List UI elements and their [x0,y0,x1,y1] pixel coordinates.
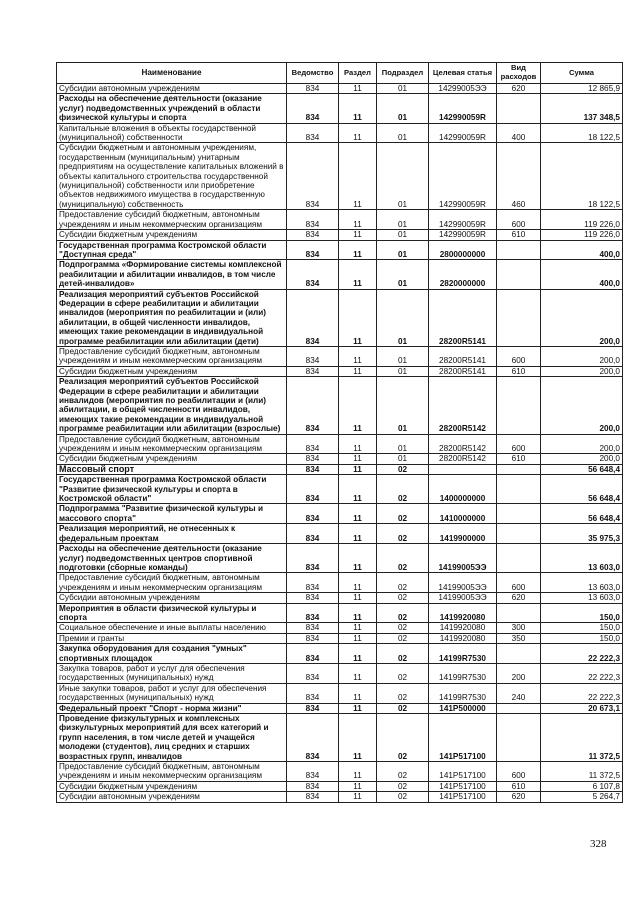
row-target-article: 142990059R [429,143,497,210]
row-amount: 56 648,4 [541,504,623,524]
row-department: 834 [287,633,339,643]
table-row [57,240,623,260]
row-subsection: 01 [377,454,429,464]
row-target-article: 141P517100 [429,762,497,782]
row-expense-type: 300 [497,623,541,633]
row-expense-type [497,94,541,123]
row-department: 834 [287,289,339,346]
row-name: Субсидии бюджетным учреждениям [57,366,287,376]
row-subsection: 02 [377,475,429,504]
row-expense-type: 620 [497,84,541,94]
row-section: 11 [339,792,377,802]
row-subsection: 01 [377,143,429,210]
row-section: 11 [339,84,377,94]
row-name: Закупка товаров, работ и услуг для обеспечения государственных (муниципальных) нужд [57,663,287,683]
table-row [57,143,623,210]
row-amount: 35 975,3 [541,524,623,544]
row-amount: 200,0 [541,454,623,464]
row-name: Субсидии бюджетным учреждениям [57,781,287,791]
row-name: Субсидии бюджетным и автономным учреждениям, государственным (муниципальным) унитарным предприятиям на осуществление капитальных вложений в объекты капитального строительства государственной (муниципальной) собственности или приобретение объектов недвижимого имущества в государственную (муниципальную) собственность [57,143,287,210]
row-section: 11 [339,573,377,593]
row-subsection: 01 [377,123,429,143]
table-row [57,377,623,434]
row-name: Реализация мероприятий субъектов Российской Федерации в сфере реабилитации и абилитации инвалидов (мероприятия по реабилитации и (или) абилитации, в общей численности инвалидов, имеющих такие рекомендации в индивидуальной программе реабилитации или абилитации (взрослые) [57,377,287,434]
row-subsection: 02 [377,573,429,593]
row-department: 834 [287,240,339,260]
row-expense-type: 600 [497,573,541,593]
row-section: 11 [339,346,377,366]
row-department: 834 [287,792,339,802]
header-subsection: Подраздел [377,63,429,84]
row-expense-type [497,464,541,474]
row-name: Массовый спорт [57,464,287,474]
row-expense-type: 350 [497,633,541,643]
row-target-article: 14199R7530 [429,683,497,703]
row-department: 834 [287,123,339,143]
table-row [57,454,623,464]
row-expense-type: 200 [497,663,541,683]
row-name: Субсидии автономным учреждениям [57,792,287,802]
row-name: Подпрограмма "Развитие физической культуры и массового спорта" [57,504,287,524]
row-target-article: 142990059R [429,210,497,230]
row-amount: 119 226,0 [541,230,623,240]
row-target-article: 28200R5141 [429,346,497,366]
table-row [57,346,623,366]
row-section: 11 [339,663,377,683]
row-expense-type: 400 [497,123,541,143]
row-subsection: 01 [377,289,429,346]
table-row [57,603,623,623]
row-name: Реализация мероприятий, не отнесенных к федеральным проектам [57,524,287,544]
row-target-article: 28200R5141 [429,289,497,346]
row-department: 834 [287,762,339,782]
row-amount: 20 673,1 [541,703,623,713]
row-name: Мероприятия в области физической культуры и спорта [57,603,287,623]
table-row [57,504,623,524]
row-amount: 11 372,5 [541,714,623,762]
row-subsection: 02 [377,603,429,623]
row-subsection: 02 [377,623,429,633]
row-name: Государственная программа Костромской области "Доступная среда" [57,240,287,260]
row-section: 11 [339,230,377,240]
row-department: 834 [287,703,339,713]
row-subsection: 02 [377,644,429,664]
row-name: Субсидии бюджетным учреждениям [57,230,287,240]
row-department: 834 [287,573,339,593]
row-expense-type: 600 [497,762,541,782]
row-department: 834 [287,644,339,664]
row-amount: 13 603,0 [541,544,623,573]
table-row [57,633,623,643]
row-amount: 56 648,4 [541,464,623,474]
row-expense-type [497,260,541,289]
header-name: Наименование [57,63,287,84]
header-department: Ведомство [287,63,339,84]
row-expense-type: 620 [497,593,541,603]
row-expense-type [497,703,541,713]
row-amount: 119 226,0 [541,210,623,230]
header-amount: Сумма [541,63,623,84]
row-amount: 56 648,4 [541,475,623,504]
row-name: Субсидии автономным учреждениям [57,593,287,603]
row-target-article: 141P517100 [429,792,497,802]
row-name: Предоставление субсидий бюджетным, автономным учреждениям и иным некоммерческим организациям [57,346,287,366]
row-section: 11 [339,762,377,782]
row-amount: 400,0 [541,260,623,289]
table-row [57,123,623,143]
row-target-article: 2800000000 [429,240,497,260]
table-row [57,593,623,603]
row-target-article: 1419900000 [429,524,497,544]
table-row [57,703,623,713]
row-target-article: 28200R5141 [429,366,497,376]
row-amount: 150,0 [541,633,623,643]
row-target-article: 14299005ЭЭ [429,84,497,94]
row-expense-type [497,544,541,573]
row-department: 834 [287,544,339,573]
table-row [57,781,623,791]
row-subsection: 01 [377,366,429,376]
row-section: 11 [339,260,377,289]
row-target-article: 2820000000 [429,260,497,289]
row-section: 11 [339,454,377,464]
table-body [57,84,623,803]
row-department: 834 [287,434,339,454]
row-department: 834 [287,454,339,464]
row-expense-type [497,714,541,762]
row-target-article: 1419920080 [429,633,497,643]
row-subsection: 01 [377,260,429,289]
row-subsection: 02 [377,781,429,791]
row-target-article: 141P500000 [429,703,497,713]
row-target-article: 14199005ЭЭ [429,573,497,593]
row-target-article: 142990059R [429,94,497,123]
budget-table [56,62,623,803]
row-subsection: 01 [377,377,429,434]
row-amount: 12 865,9 [541,84,623,94]
row-department: 834 [287,623,339,633]
row-target-article: 14199R7530 [429,663,497,683]
row-amount: 200,0 [541,366,623,376]
row-subsection: 02 [377,703,429,713]
row-section: 11 [339,210,377,230]
row-subsection: 02 [377,683,429,703]
row-name: Подпрограмма «Формирование системы комплексной реабилитации и абилитации инвалидов, в том числе детей-инвалидов» [57,260,287,289]
row-name: Иные закупки товаров, работ и услуг для обеспечения государственных (муниципальных) нужд [57,683,287,703]
row-target-article: 1410000000 [429,504,497,524]
row-section: 11 [339,240,377,260]
row-name: Премии и гранты [57,633,287,643]
row-subsection: 01 [377,84,429,94]
row-target-article: 142990059R [429,123,497,143]
table-row [57,663,623,683]
row-target-article: 1419920080 [429,603,497,623]
row-expense-type: 610 [497,366,541,376]
row-name: Субсидии автономным учреждениям [57,84,287,94]
row-expense-type [497,475,541,504]
row-department: 834 [287,377,339,434]
row-target-article: 141P517100 [429,781,497,791]
row-expense-type: 600 [497,434,541,454]
row-subsection: 02 [377,663,429,683]
row-name: Проведение физкультурных и комплексных физкультурных мероприятий для всех категорий и групп населения, в том числе детей и учащейся молодежи (студентов), лиц средних и старших возрастных групп, инвалидов [57,714,287,762]
row-amount: 200,0 [541,377,623,434]
row-subsection: 02 [377,593,429,603]
row-department: 834 [287,593,339,603]
table-row [57,714,623,762]
row-name: Социальное обеспечение и иные выплаты населению [57,623,287,633]
row-section: 11 [339,524,377,544]
row-department: 834 [287,781,339,791]
page-number: 328 [590,838,607,850]
row-target-article: 1400000000 [429,475,497,504]
row-section: 11 [339,377,377,434]
row-expense-type: 620 [497,792,541,802]
row-subsection: 01 [377,240,429,260]
row-section: 11 [339,703,377,713]
budget-table-page [56,62,622,803]
row-subsection: 01 [377,230,429,240]
row-expense-type [497,289,541,346]
row-section: 11 [339,123,377,143]
table-row [57,475,623,504]
row-section: 11 [339,366,377,376]
row-section: 11 [339,644,377,664]
row-expense-type [497,524,541,544]
row-amount: 18 122,5 [541,143,623,210]
row-target-article: 14199R7530 [429,644,497,664]
row-expense-type: 610 [497,230,541,240]
row-subsection: 02 [377,464,429,474]
row-amount: 137 348,5 [541,94,623,123]
row-expense-type: 600 [497,210,541,230]
row-target-article: 141P517100 [429,714,497,762]
row-section: 11 [339,94,377,123]
row-section: 11 [339,504,377,524]
row-subsection: 01 [377,210,429,230]
row-subsection: 01 [377,346,429,366]
row-name: Федеральный проект "Спорт - норма жизни" [57,703,287,713]
table-row [57,464,623,474]
row-section: 11 [339,623,377,633]
row-target-article: 28200R5142 [429,434,497,454]
row-expense-type [497,504,541,524]
row-expense-type: 600 [497,346,541,366]
row-subsection: 02 [377,714,429,762]
row-target-article: 14199005ЭЭ [429,593,497,603]
row-name: Закупка оборудования для создания "умных" спортивных площадок [57,644,287,664]
row-section: 11 [339,781,377,791]
row-name: Государственная программа Костромской области "Развитие физической культуры и спорта в Костромской области" [57,475,287,504]
row-subsection: 02 [377,504,429,524]
row-department: 834 [287,366,339,376]
row-department: 834 [287,714,339,762]
row-amount: 18 122,5 [541,123,623,143]
row-department: 834 [287,84,339,94]
table-row [57,762,623,782]
row-target-article [429,464,497,474]
header-expense-type: Вид расходов [497,63,541,84]
row-name: Расходы на обеспечение деятельности (оказание услуг) подведомственных учреждений в области физической культуры и спорта [57,94,287,123]
row-amount: 150,0 [541,603,623,623]
row-section: 11 [339,714,377,762]
table-row [57,260,623,289]
table-header-row [57,63,623,84]
row-expense-type: 240 [497,683,541,703]
row-department: 834 [287,143,339,210]
row-amount: 6 107,8 [541,781,623,791]
row-name: Расходы на обеспечение деятельности (оказание услуг) подведомственных центров спортивной подготовки (сборные команды) [57,544,287,573]
row-department: 834 [287,504,339,524]
row-subsection: 02 [377,792,429,802]
row-subsection: 01 [377,94,429,123]
table-row [57,84,623,94]
row-amount: 200,0 [541,346,623,366]
table-row [57,544,623,573]
table-row [57,524,623,544]
row-department: 834 [287,663,339,683]
row-department: 834 [287,524,339,544]
row-expense-type: 460 [497,143,541,210]
row-subsection: 02 [377,524,429,544]
row-amount: 200,0 [541,289,623,346]
row-department: 834 [287,683,339,703]
header-target-article: Целевая статья [429,63,497,84]
row-name: Предоставление субсидий бюджетным, автономным учреждениям и иным некоммерческим организациям [57,573,287,593]
row-amount: 13 603,0 [541,573,623,593]
table-row [57,434,623,454]
table-row [57,289,623,346]
table-row [57,573,623,593]
row-name: Предоставление субсидий бюджетным, автономным учреждениям и иным некоммерческим организациям [57,762,287,782]
row-name: Капитальные вложения в объекты государственной (муниципальной) собственности [57,123,287,143]
row-amount: 150,0 [541,623,623,633]
table-row [57,94,623,123]
row-section: 11 [339,633,377,643]
row-section: 11 [339,289,377,346]
row-section: 11 [339,593,377,603]
row-department: 834 [287,346,339,366]
row-subsection: 02 [377,762,429,782]
row-section: 11 [339,603,377,623]
row-department: 834 [287,464,339,474]
row-section: 11 [339,475,377,504]
row-section: 11 [339,544,377,573]
row-department: 834 [287,603,339,623]
row-target-article: 28200R5142 [429,454,497,464]
row-section: 11 [339,434,377,454]
row-expense-type: 610 [497,454,541,464]
row-amount: 13 603,0 [541,593,623,603]
header-section: Раздел [339,63,377,84]
row-department: 834 [287,475,339,504]
row-department: 834 [287,230,339,240]
table-row [57,230,623,240]
row-expense-type [497,240,541,260]
row-target-article: 142990059R [429,230,497,240]
row-expense-type [497,603,541,623]
row-amount: 400,0 [541,240,623,260]
row-amount: 5 264,7 [541,792,623,802]
table-row [57,623,623,633]
row-name: Предоставление субсидий бюджетным, автономным учреждениям и иным некоммерческим организациям [57,434,287,454]
row-target-article: 28200R5142 [429,377,497,434]
row-expense-type [497,377,541,434]
row-section: 11 [339,683,377,703]
row-amount: 22 222,3 [541,683,623,703]
row-name: Предоставление субсидий бюджетным, автономным учреждениям и иным некоммерческим организациям [57,210,287,230]
row-amount: 200,0 [541,434,623,454]
row-section: 11 [339,464,377,474]
row-name: Реализация мероприятий субъектов Российской Федерации в сфере реабилитации и абилитации инвалидов (мероприятия по реабилитации и (или) абилитации, в общей численности инвалидов, имеющих такие рекомендации в индивидуальной программе реабилитации или абилитации (дети) [57,289,287,346]
table-row [57,683,623,703]
row-expense-type: 610 [497,781,541,791]
row-subsection: 01 [377,434,429,454]
row-name: Субсидии бюджетным учреждениям [57,454,287,464]
row-amount: 11 372,5 [541,762,623,782]
row-amount: 22 222,3 [541,644,623,664]
row-target-article: 1419920080 [429,623,497,633]
row-section: 11 [339,143,377,210]
row-department: 834 [287,210,339,230]
table-row [57,792,623,802]
row-subsection: 02 [377,544,429,573]
row-department: 834 [287,260,339,289]
table-row [57,366,623,376]
table-row [57,644,623,664]
row-expense-type [497,644,541,664]
row-target-article: 14199005ЭЭ [429,544,497,573]
row-amount: 22 222,3 [541,663,623,683]
row-subsection: 02 [377,633,429,643]
row-department: 834 [287,94,339,123]
table-row [57,210,623,230]
